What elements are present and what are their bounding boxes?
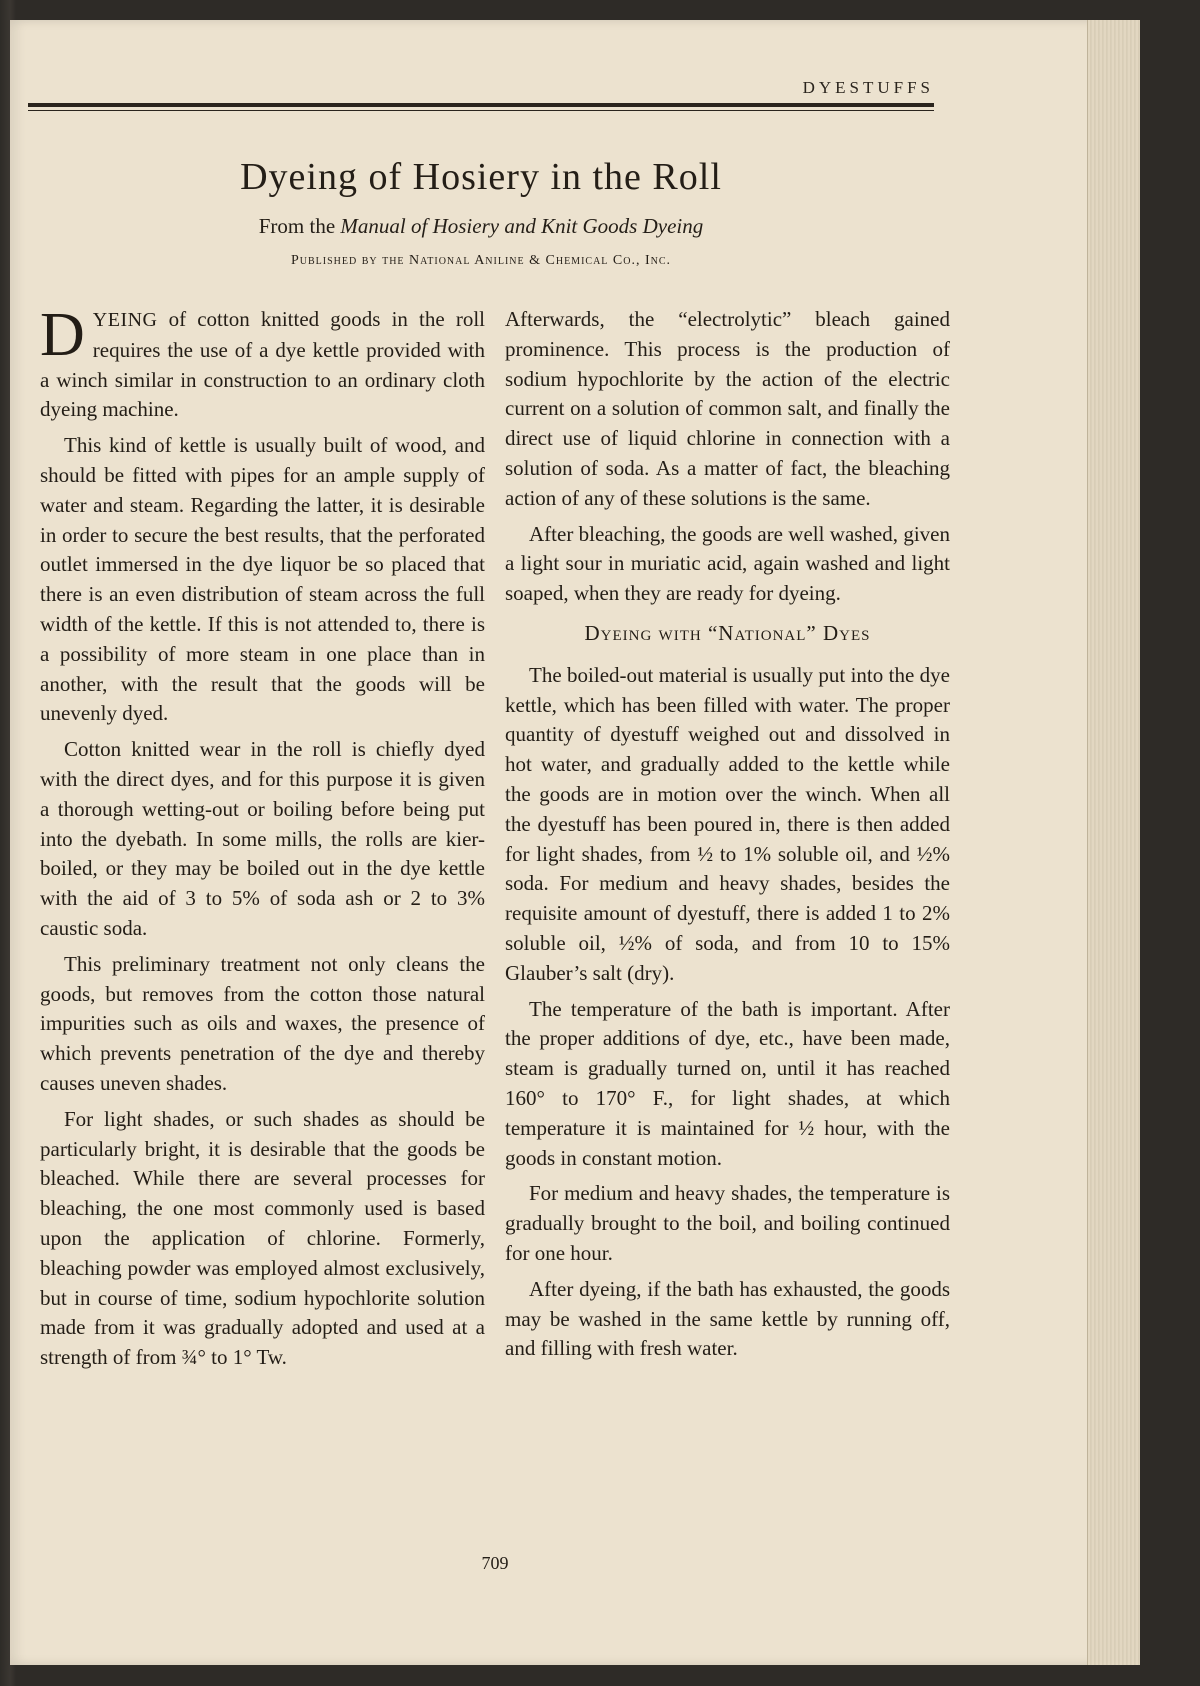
opening-caps: YEING [92,309,158,331]
paragraph: The boiled-out material is usually put into the dye kettle, which has been filled with water. The proper quantity of dyestuff weighed out and dissolved in hot water, and gradually added to the kettle while the goods are in motion over the winch. When all the dyestuff has been poured in, there is then added for light shades, from ½ to 1% soluble oil, and ½% soda. For medium and heavy shades, besides the requisite amount of dyestuff, there is added 1 to 2% soluble oil, ½% of soda, and from 10 to 15% Glauber’s salt (dry). [505,662,950,985]
paragraph: This kind of kettle is usually built of wood, and should be fitted with pipes for an ample supply of water and steam. Regarding the latter, it is desirable in order to secure the best results, that the perforated outlet immersed in the dye liquor be so placed that there is an even distribution of steam across the full width of the kettle. If this is not attended to, there is a possibility of more steam in one place than in another, with the result that the goods will be unevenly dyed. [40,433,485,726]
article-subtitle [28,214,934,239]
paragraph: This preliminary treatment not only cleans the goods, but removes from the cotton those natural impurities such as oils and waxes, the presence of which prevents penetration of the dye and thereby causes uneven shades. [40,951,485,1095]
article-title: Dyeing of Hosiery in the Roll [240,156,722,198]
section-heading: Dyeing with “National” Dyes [584,620,871,645]
paragraph: The temperature of the bath is important. After the proper additions of dye, etc., have been made, steam is gradually turned on, until it has reached 160° to 170° F., for light shades, at which temperature it is maintained for ½ hour, with the goods in constant motion. [505,996,950,1170]
paragraph: For medium and heavy shades, the temperature is gradually brought to the boil, and boiling continued for one hour. [505,1181,950,1265]
paragraph: Cotton knitted wear in the roll is chiefly dyed with the direct dyes, and for this purpose it is given a thorough wetting-out or boiling before being put into the dyebath. In some mills, the rolls are kier-boiled, or they may be boiled out in the dye kettle with the aid of 3 to 5% of soda ash or 2 to 3% caustic soda. [40,737,485,940]
paragraph [40,301,485,425]
page-number: 709 [481,1553,509,1573]
subtitle-prefix: From the [258,214,336,238]
paragraph: After bleaching, the goods are well washed, given a light sour in muriatic acid, again washed and light soaped, when they are ready for dyeing. [505,521,950,606]
page-stack-edge [1087,20,1140,1665]
publisher-line: Published by the National Aniline & Chemical Co., Inc. [290,253,672,268]
running-head: DYESTUFFS [802,78,934,97]
drop-cap: D [40,301,85,369]
header-rule-thin [28,110,934,111]
header-rule-thick [28,103,934,107]
left-column [40,301,485,1379]
paragraph-text: of cotton knitted goods in the roll requires the use of a dye kettle provided with a winch similar in construction to an ordinary cloth dyeing machine. [40,307,485,422]
paragraph: Afterwards, the “electrolytic” bleach gained prominence. This process is the production of sodium hypochlorite by the action of the electric current on a solution of common salt, and finally the direct use of liquid chlorine in connection with a solution of soda. As a matter of fact, the bleaching action of any of these solutions is the same. [505,307,950,510]
source-book-title: Manual of Hosiery and Knit Goods Dyeing [340,214,704,238]
right-column [505,305,950,1370]
paragraph: After dyeing, if the bath has exhausted, the goods may be washed in the same kettle by running off, and filling with fresh water. [505,1276,950,1361]
paragraph: For light shades, or such shades as should be particularly bright, it is desirable that the goods be bleached. While there are several processes for bleaching, the one most commonly used is based upon the application of chlorine. Formerly, bleaching powder was employed almost exclusively, but in course of time, sodium hypochlorite solution made from it was gradually adopted and used at a strength of from ¾° to 1° Tw. [40,1106,485,1370]
